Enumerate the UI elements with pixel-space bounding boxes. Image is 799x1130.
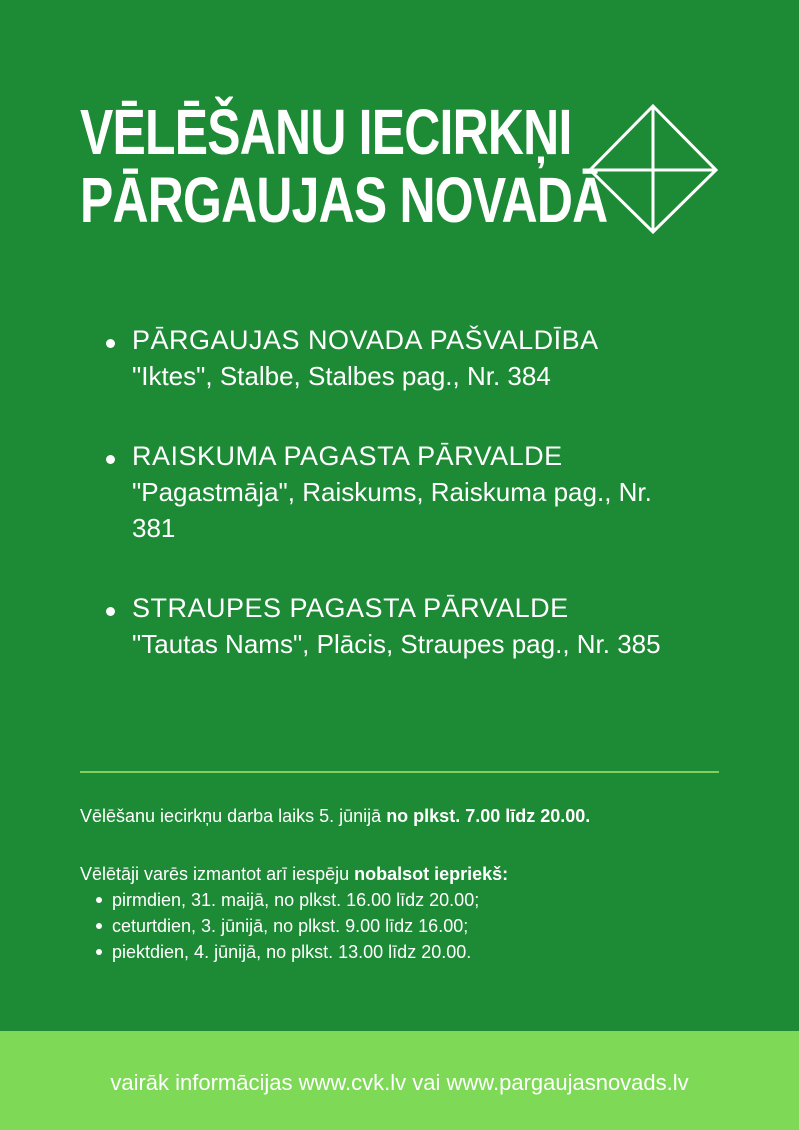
polling-station-item — [110, 590, 730, 662]
early-voting-item-text: piektdien, 4. jūnijā, no plkst. 13.00 līdz 20.00. — [112, 942, 472, 962]
station-address: "Pagastmāja", Raiskums, Raiskuma pag., Nr. 381 — [132, 477, 652, 543]
early-voting-item — [96, 887, 736, 913]
early-voting-item-text: pirmdien, 31. maijā, no plkst. 16.00 līdz 20.00; — [112, 890, 480, 910]
hours-emphasis: no plkst. 7.00 līdz 20.00. — [386, 806, 591, 826]
early-voting-emphasis: nobalsot iepriekš: — [354, 864, 509, 884]
early-voting-text — [80, 861, 760, 887]
station-address: "Iktes", Stalbe, Stalbes pag., Nr. 384 — [132, 361, 551, 391]
title-line-2: PĀRGAUJAS NOVADĀ — [80, 164, 608, 236]
early-voting-list — [96, 887, 736, 965]
divider — [80, 771, 719, 773]
station-name: STRAUPES PAGASTA PĀRVALDE — [132, 593, 569, 623]
early-voting-prefix: Vēlētāji varēs izmantot arī iespēju — [80, 864, 355, 884]
early-voting-item-text: ceturtdien, 3. jūnijā, no plkst. 9.00 līdz 16.00; — [112, 916, 469, 936]
bullet-icon — [106, 339, 115, 348]
polling-station-item — [110, 438, 730, 546]
bullet-icon — [96, 897, 102, 903]
station-name: RAISKUMA PAGASTA PĀRVALDE — [132, 441, 563, 471]
bullet-icon — [106, 455, 115, 464]
early-voting-item — [96, 913, 736, 939]
working-hours-text — [80, 803, 760, 829]
title-line-1: VĒLĒŠANU IECIRKŅI — [80, 96, 572, 168]
station-address: "Tautas Nams", Plācis, Straupes pag., Nr. 385 — [132, 629, 661, 659]
hours-prefix: Vēlēšanu iecirkņu darba laiks 5. jūnijā — [80, 806, 387, 826]
station-name: PĀRGAUJAS NOVADA PAŠVALDĪBA — [132, 325, 599, 355]
bullet-icon — [96, 923, 102, 929]
ballot-envelope-icon — [588, 104, 718, 234]
polling-station-item — [110, 322, 730, 394]
footer-info-text: vairāk informācijas www.cvk.lv vai www.pargaujasnovads.lv — [110, 1070, 689, 1095]
bullet-icon — [106, 607, 115, 616]
page-title — [80, 98, 607, 234]
bullet-icon — [96, 949, 102, 955]
early-voting-item — [96, 939, 736, 965]
polling-stations-list — [110, 322, 730, 706]
